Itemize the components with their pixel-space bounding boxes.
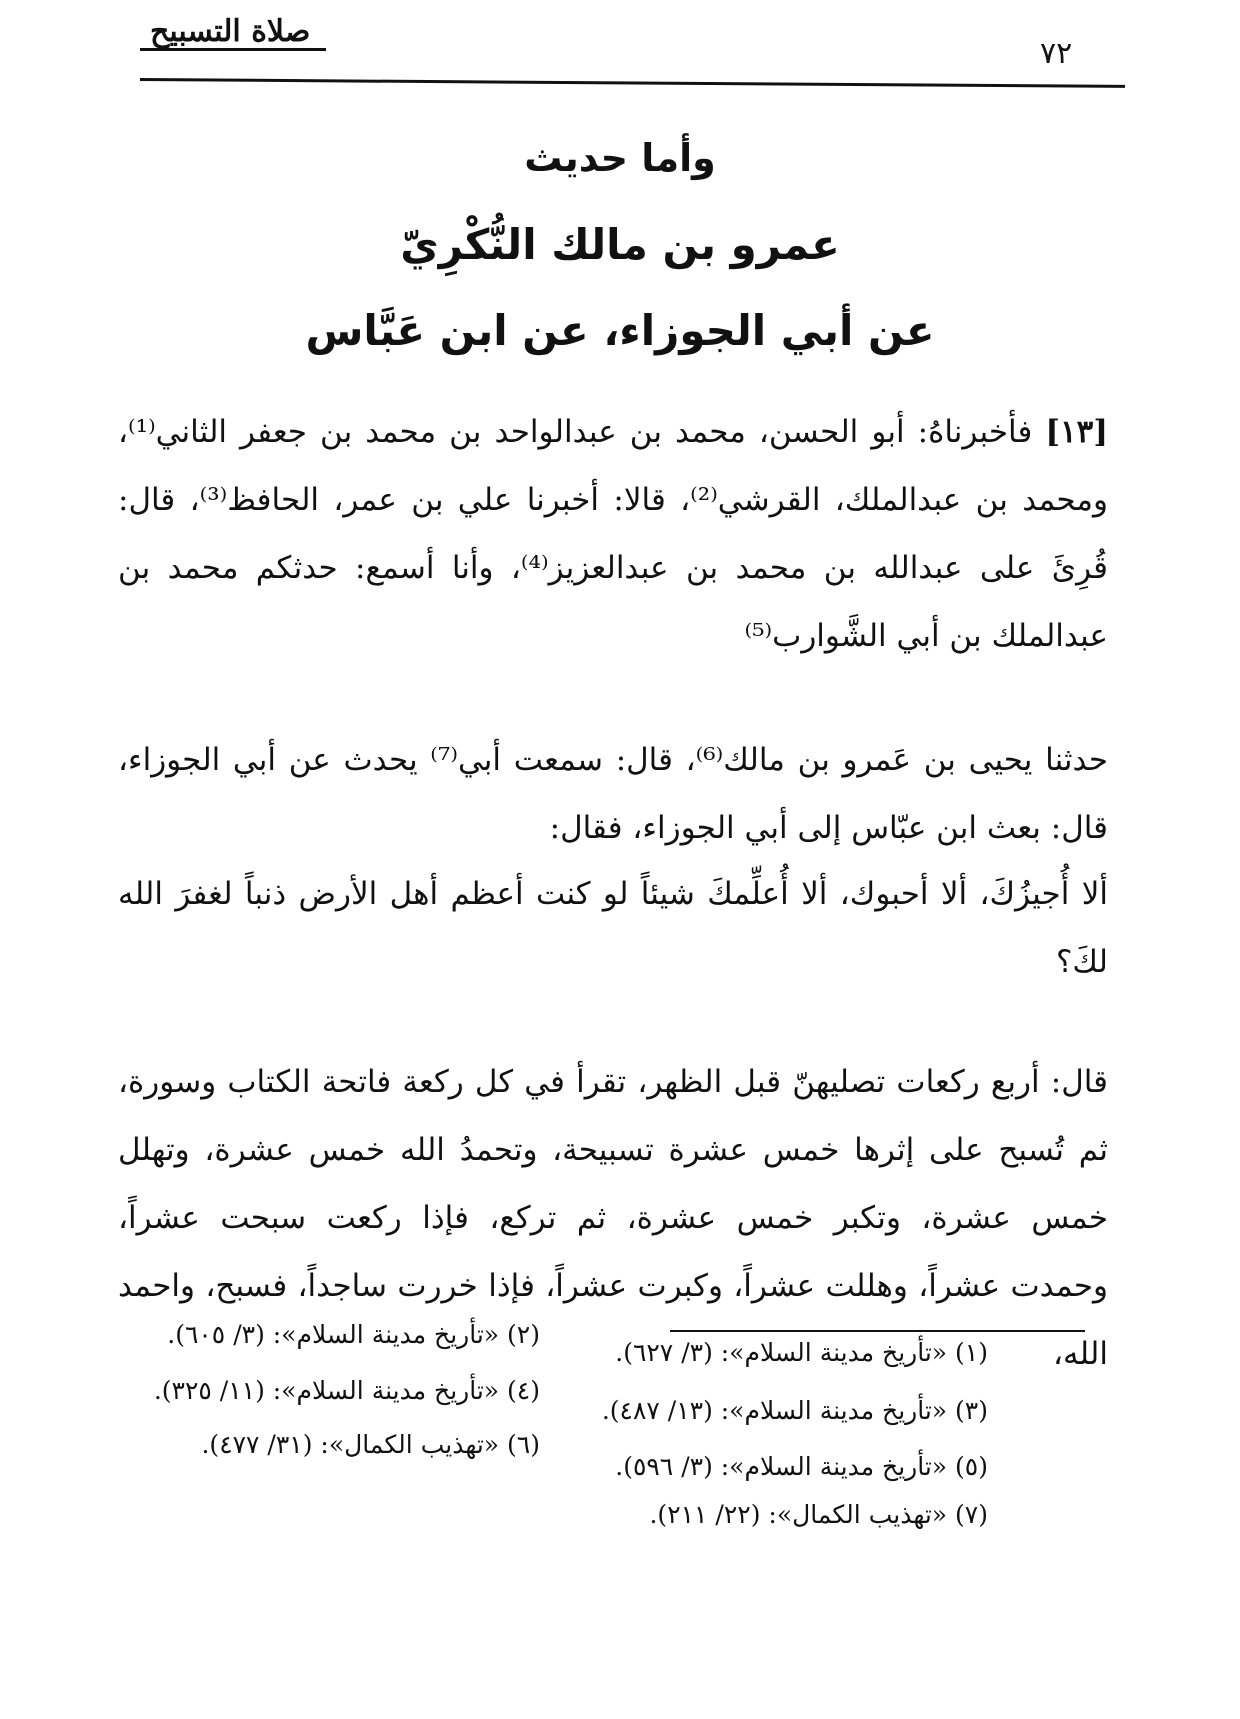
footnote-6: (٦) «تهذيب الكمال»: (٣١/ ٤٧٧). (201, 1430, 540, 1459)
paragraph-isnad-text: فأخبرناهُ: أبو الحسن، محمد بن عبدالواحد بن محمد بن جعفر الثاني⁽¹⁾، ومحمد بن عبدالملك، القرشي⁽²⁾، قالا: أخبرنا علي بن عمر، الحافظ⁽³⁾، قال: قُرِئَ على عبدالله بن محمد بن عبدالعزيز⁽⁴⁾، وأنا أسمع: حدثكم محمد بن عبدالملك بن أبي الشَّوارب⁽⁵⁾ (118, 414, 1108, 654)
running-title-underline (140, 48, 326, 51)
page-number: ٧٢ (1040, 36, 1073, 71)
section-title-line-3: عن أبي الجوزاء، عن ابن عَبَّاس (305, 306, 935, 355)
header-rule (140, 78, 1125, 88)
footnote-4: (٤) «تأريخ مدينة السلام»: (١١/ ٣٢٥). (153, 1376, 540, 1405)
paragraph-answer: قال: أربع ركعات تصليهنّ قبل الظهر، تقرأ في كل ركعة فاتحة الكتاب وسورة، ثم تُسبح على إثرها خمس عشرة تسبيحة، وتحمدُ الله خمس عشرة، وتهلل خمس عشرة، وتكبر خمس عشرة، ثم تركع، فإذا ركعت سبحت عشراً، وحمدت عشراً، وهللت عشراً، وكبرت عشراً، فإذا خررت ساجداً، فسبح، واحمد الله، (118, 1064, 1108, 1372)
footnote-2: (٢) «تأريخ مدينة السلام»: (٣/ ٦٠٥). (167, 1320, 540, 1349)
paragraph-narration: حدثنا يحيى بن عَمرو بن مالك⁽⁶⁾، قال: سمعت أبي⁽⁷⁾ يحدث عن أبي الجوزاء، قال: بعث ابن عبّاس إلى أبي الجوزاء، فقال: (118, 742, 1108, 846)
section-title-line-1: وأما حديث (524, 136, 716, 180)
footnote-3: (٣) «تأريخ مدينة السلام»: (١٣/ ٤٨٧). (601, 1396, 988, 1425)
paragraph-question: ألا أُجيزُكَ، ألا أحبوك، ألا أُعلِّمكَ شيئاً لو كنت أعظم أهل الأرض ذنباً لغفرَ الله لكَ؟ (118, 876, 1108, 980)
paragraph-isnad (118, 398, 1108, 670)
hadith-number: [١٣] (1045, 414, 1108, 450)
running-title: صلاة التسبيح (150, 14, 311, 49)
footnote-1: (١) «تأريخ مدينة السلام»: (٣/ ٦٢٧). (615, 1338, 988, 1367)
footnote-5: (٥) «تأريخ مدينة السلام»: (٣/ ٥٩٦). (615, 1452, 988, 1481)
section-title-line-2: عمرو بن مالك النُّكْرِيّ (400, 220, 840, 269)
footnote-7: (٧) «تهذيب الكمال»: (٢٢/ ٢١١). (649, 1500, 988, 1529)
footnote-separator (670, 1330, 1085, 1332)
